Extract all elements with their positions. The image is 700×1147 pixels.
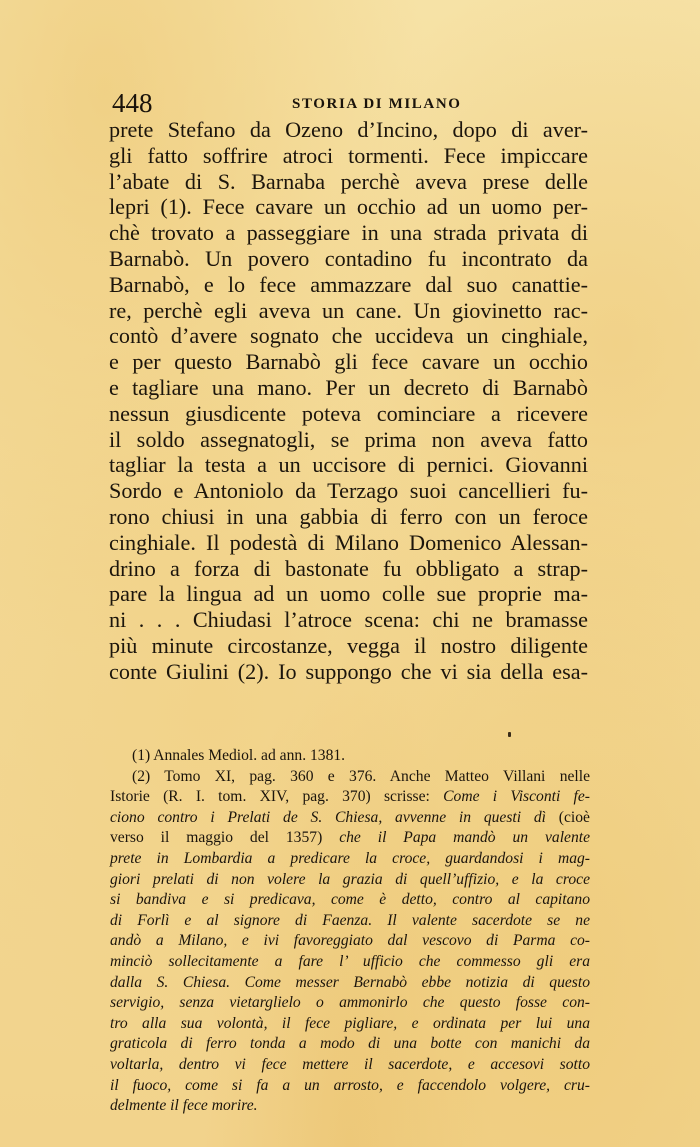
footnote-2-line: giori prelati di non volere la grazia di quell’uffizio, e la croce [110,870,590,888]
running-title: STORIA DI MILANO [292,96,462,112]
footnote-2-line [110,808,590,829]
text-line: Sordo e Antoniolo da Terzago suoi cancellieri fu- [109,478,588,504]
footnote-2-line [110,787,590,808]
text-line: prete Stefano da Ozeno d’Incino, dopo di aver- [109,117,588,142]
footnote-text: (cioè [546,808,590,826]
text-line: chè trovato a passeggiare in una strada privata di [109,220,588,246]
footnote-2-line: prete in Lombardia a predicare la croce, guardandosi i mag- [110,849,590,867]
print-mark [508,732,511,737]
footnote-2-line: dalla S. Chiesa. Come messer Bernabò ebbe notizia di questo [110,973,590,991]
text-line: conte Giulini (2). Io suppongo che vi sia della esa- [109,658,588,684]
text-line: lepri (1). Fece cavare un occhio ad un uomo per- [109,194,588,220]
footnote-2-line: il fuoco, come si fa a un arrosto, e faccendolo volgere, cru- [110,1076,590,1094]
text-line: tagliar la testa a un uccisore di pernici. Giovanni [109,452,588,478]
footnote-2-line: minciò sollecitamente a fare l’ ufficio che commesso gli era [110,952,590,970]
footnote-2-line: andò a Milano, e ivi favoreggiato dal vescovo di Parma co- [110,932,590,950]
footnote-text: Istorie (R. I. tom. XIV, pag. 370) scrisse: [110,788,444,806]
footnote-2-line: voltarla, dentro vi fece mettere il sacerdote, e accesovi sotto [110,1055,590,1073]
footnote-2-line: di Forlì e al signore di Faenza. Il valente sacerdote se ne [110,911,590,929]
footnote-2-line: servigio, senza vietarglielo o ammonirlo che questo fosse con- [110,994,590,1012]
footnote-text: verso il maggio del 1357) [110,829,340,847]
page-header [112,86,582,120]
text-line: pare la lingua ad un uomo colle sue proprie ma- [109,581,588,607]
text-line: Barnabò, e lo fece ammazzare dal suo canattie- [109,271,588,297]
text-line: Barnabò. Un povero contadino fu incontrato da [109,245,588,271]
text-line: drino a forza di bastonate fu obbligato a strap- [109,555,588,581]
text-line: e tagliare una mano. Per un decreto di Barnabò [109,374,588,400]
main-text [109,117,588,685]
text-line: re, perchè egli aveva un cane. Un giovinetto rac- [109,297,588,323]
text-line: ni . . . Chiudasi l’atroce scena: chi ne bramasse [109,607,588,633]
footnote-1: (1) Annales Mediol. ad ann. 1381. [132,747,346,764]
footnote-2-line: si bandiva e si predicava, come è detto, contro al capitano [110,891,590,909]
page-number: 448 [112,88,153,118]
text-line: e per questo Barnabò gli fece cavare un occhio [109,349,588,375]
text-line: contò d’avere sognato che uccideva un cinghiale, [109,323,588,349]
text-line: l’abate di S. Barnaba perchè aveva prese delle [109,168,588,194]
footnote-2-line: tro alla sua volontà, il fece pigliare, e ordinata per lui una [110,1014,590,1032]
text-line: cinghiale. Il podestà di Milano Domenico Alessan- [109,529,588,555]
footnote-quote: che il Papa mandò un valente [339,829,591,847]
text-line: gli fatto soffrire atroci tormenti. Fece impiccare [109,142,588,168]
footnote-quote: ciono contro i Prelati de S. Chiesa, avvenne in questi dì [110,808,547,826]
footnote-2-line: (2) Tomo XI, pag. 360 e 376. Anche Matteo Villani nelle [132,767,590,785]
text-line: nessun giusdicente poteva cominciare a ricevere [109,400,588,426]
footnote-2-line: graticola di ferro tonda a modo di una botte con manichi da [110,1035,590,1053]
text-line: il soldo assegnatogli, se prima non aveva fatto [109,426,588,452]
text-line: rono chiusi in una gabbia di ferro con un feroce [109,503,588,529]
footnotes [110,746,590,1117]
footnote-2-line [110,828,590,849]
footnote-quote: Come i Visconti fe- [443,788,590,806]
footnote-2-line: delmente il fece morire. [110,1097,258,1115]
text-line: più minute circostanze, vegga il nostro diligente [109,632,588,658]
